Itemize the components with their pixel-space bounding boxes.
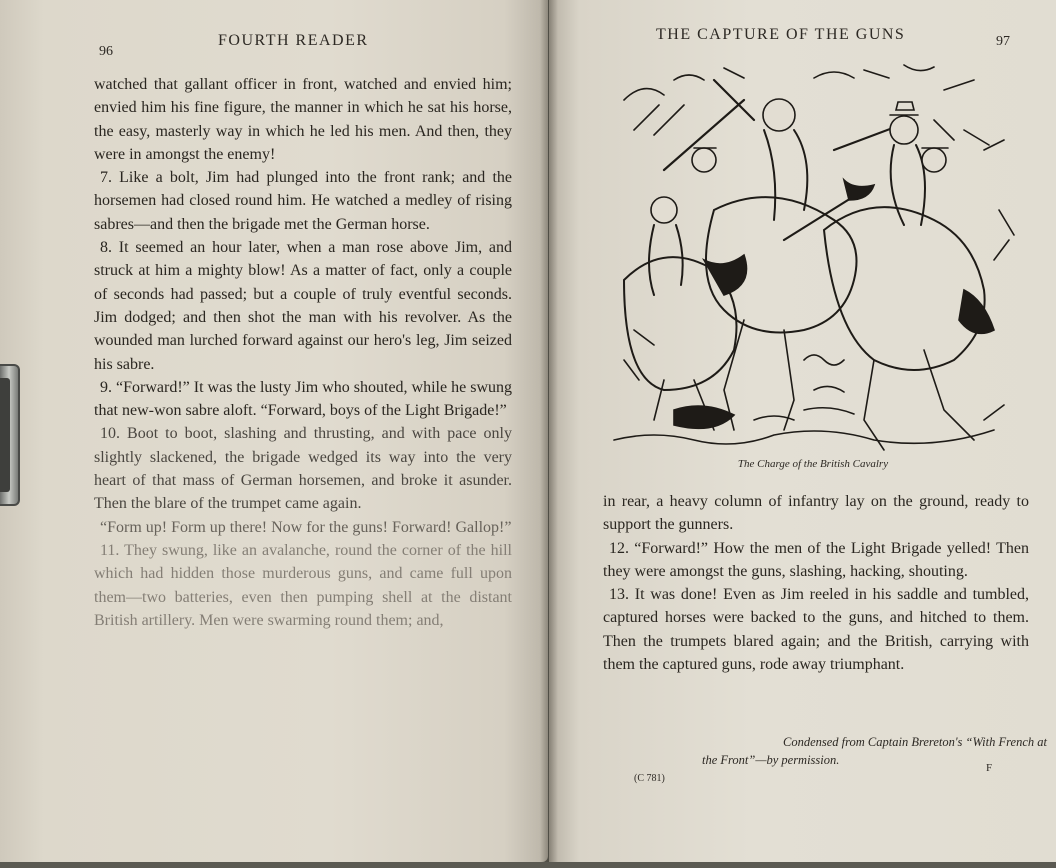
book-gutter bbox=[540, 0, 558, 862]
left-running-head: FOURTH READER bbox=[218, 32, 369, 49]
paragraph-12: 12. “Forward!” How the men of the Light Brigade yelled! Then they were amongst the guns, slashing, hacking, shouting. bbox=[603, 539, 1029, 580]
paragraph-10: 10. Boot to boot, slashing and thrusting, and with pace only slightly slackened, the brigade wedged its way into the very heart of that mass of German horsemen, and broke it asunder. Then the blare of the trumpet came again. bbox=[94, 425, 512, 513]
printer-mark: (C 781) bbox=[634, 773, 665, 784]
paragraph-11: 11. They swung, like an avalanche, round the corner of the hill which had hidden those murderous guns, and came full upon them—two batteries, even then pumping shell at the distant British artillery. Men were swarming round them; and, bbox=[94, 541, 512, 629]
left-page-number: 96 bbox=[99, 44, 113, 59]
left-page-body bbox=[94, 73, 512, 632]
paragraph-7: 7. Like a bolt, Jim had plunged into the front rank; and the horsemen had closed round him. He watched a medley of rising sabres—and then the brigade met the German horse. bbox=[94, 169, 512, 233]
paragraph-8: 8. It seemed an hour later, when a man rose above Jim, and struck at him a mighty blow! As a matter of fact, only a couple of seconds had passed; but a couple of truly eventful seconds. Jim dodged; and then shot the man with his revolver. As the wounded man lurched forward against our hero's leg, Jim seized his sabre. bbox=[94, 239, 512, 373]
illustration-caption: The Charge of the British Cavalry bbox=[737, 458, 889, 470]
credit-line-2: the Front”—by permission. bbox=[702, 753, 840, 767]
right-page-number: 97 bbox=[996, 34, 1010, 49]
right-running-head: THE CAPTURE OF THE GUNS bbox=[656, 26, 906, 43]
paragraph-13: 13. It was done! Even as Jim reeled in his saddle and tumbled, captured horses were backed to the guns, and hitched to them. Then the trumpets blared again; and the British, carrying with them the captured guns, rode away triumphant. bbox=[603, 586, 1029, 674]
right-page-body bbox=[603, 490, 1029, 676]
paragraph-continuation-right: in rear, a heavy column of infantry lay on the ground, ready to support the gunners. bbox=[603, 493, 1029, 534]
signature-letter: F bbox=[986, 762, 993, 774]
paragraph-command: “Form up! Form up there! Now for the guns! Forward! Gallop!” bbox=[100, 518, 512, 536]
binder-clip bbox=[0, 364, 20, 506]
credit-line-1: Condensed from Captain Brereton's “With French at bbox=[782, 735, 1047, 749]
paragraph-9: 9. “Forward!” It was the lusty Jim who shouted, while he swung that new-won sabre aloft. “Forward, boys of the Light Brigade!” bbox=[94, 378, 512, 420]
paragraph-continuation: watched that gallant officer in front, watched and envied him; envied him his fine figure, the manner in which he sat his horse, the easy, masterly way in which he led his men. And then, they were in amongst the enemy! bbox=[94, 76, 512, 163]
cavalry-charge-illustration bbox=[604, 60, 1022, 456]
